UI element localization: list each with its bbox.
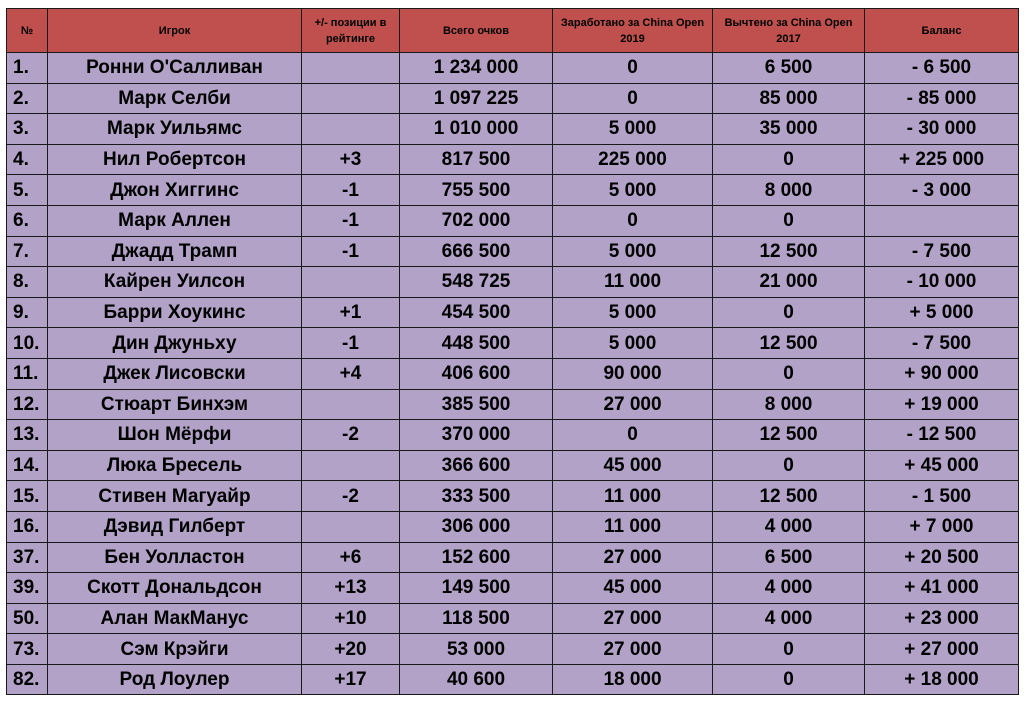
- cell-earned: 27 000: [553, 634, 713, 665]
- table-header: [7, 9, 1019, 53]
- table-row: [7, 328, 1019, 359]
- cell-total-points: 666 500: [400, 236, 553, 267]
- cell-balance: - 30 000: [865, 114, 1019, 145]
- header-total-points: Всего очков: [400, 9, 553, 53]
- cell-player: Люка Бресель: [48, 450, 302, 481]
- cell-earned: 45 000: [553, 573, 713, 604]
- cell-player: Дин Джуньху: [48, 328, 302, 359]
- cell-deducted: 12 500: [713, 481, 865, 512]
- cell-total-points: 702 000: [400, 205, 553, 236]
- cell-total-points: 385 500: [400, 389, 553, 420]
- table-row: [7, 297, 1019, 328]
- table-row: [7, 450, 1019, 481]
- cell-position-change: [302, 114, 400, 145]
- cell-earned: 5 000: [553, 175, 713, 206]
- table-row: [7, 603, 1019, 634]
- cell-total-points: 1 234 000: [400, 53, 553, 84]
- cell-earned: 225 000: [553, 144, 713, 175]
- cell-earned: 5 000: [553, 297, 713, 328]
- cell-num: 14.: [7, 450, 48, 481]
- table-row: [7, 267, 1019, 298]
- cell-total-points: 1 097 225: [400, 83, 553, 114]
- header-balance: Баланс: [865, 9, 1019, 53]
- header-earned: Заработано за China Open 2019: [553, 9, 713, 53]
- cell-balance: + 18 000: [865, 664, 1019, 695]
- cell-position-change: +6: [302, 542, 400, 573]
- cell-position-change: +10: [302, 603, 400, 634]
- cell-position-change: +17: [302, 664, 400, 695]
- cell-balance: - 1 500: [865, 481, 1019, 512]
- cell-deducted: 8 000: [713, 389, 865, 420]
- table-row: [7, 542, 1019, 573]
- header-position-change: +/- позиции в рейтинге: [302, 9, 400, 53]
- cell-deducted: 0: [713, 358, 865, 389]
- cell-player: Дэвид Гилберт: [48, 511, 302, 542]
- cell-player: Кайрен Уилсон: [48, 267, 302, 298]
- cell-position-change: +4: [302, 358, 400, 389]
- cell-earned: 0: [553, 83, 713, 114]
- table-row: [7, 481, 1019, 512]
- cell-balance: + 23 000: [865, 603, 1019, 634]
- table-row: [7, 144, 1019, 175]
- cell-num: 82.: [7, 664, 48, 695]
- table-row: [7, 573, 1019, 604]
- cell-num: 11.: [7, 358, 48, 389]
- cell-position-change: -1: [302, 205, 400, 236]
- cell-deducted: 0: [713, 634, 865, 665]
- cell-earned: 45 000: [553, 450, 713, 481]
- cell-num: 39.: [7, 573, 48, 604]
- cell-position-change: -1: [302, 175, 400, 206]
- cell-position-change: -2: [302, 481, 400, 512]
- table-row: [7, 114, 1019, 145]
- cell-earned: 5 000: [553, 328, 713, 359]
- header-deducted: Вычтено за China Open 2017: [713, 9, 865, 53]
- cell-deducted: 35 000: [713, 114, 865, 145]
- cell-num: 10.: [7, 328, 48, 359]
- cell-position-change: [302, 83, 400, 114]
- cell-player: Стюарт Бинхэм: [48, 389, 302, 420]
- cell-position-change: +20: [302, 634, 400, 665]
- cell-num: 37.: [7, 542, 48, 573]
- cell-total-points: 333 500: [400, 481, 553, 512]
- table-row: [7, 358, 1019, 389]
- cell-num: 2.: [7, 83, 48, 114]
- cell-num: 73.: [7, 634, 48, 665]
- cell-earned: 0: [553, 53, 713, 84]
- cell-player: Джек Лисовски: [48, 358, 302, 389]
- cell-player: Сэм Крэйги: [48, 634, 302, 665]
- cell-num: 1.: [7, 53, 48, 84]
- table-row: [7, 205, 1019, 236]
- cell-deducted: 6 500: [713, 53, 865, 84]
- cell-balance: + 225 000: [865, 144, 1019, 175]
- cell-player: Марк Аллен: [48, 205, 302, 236]
- cell-num: 8.: [7, 267, 48, 298]
- cell-position-change: +1: [302, 297, 400, 328]
- cell-position-change: +13: [302, 573, 400, 604]
- cell-earned: 11 000: [553, 267, 713, 298]
- cell-player: Джон Хиггинс: [48, 175, 302, 206]
- cell-num: 12.: [7, 389, 48, 420]
- cell-total-points: 1 010 000: [400, 114, 553, 145]
- table-row: [7, 634, 1019, 665]
- cell-deducted: 0: [713, 450, 865, 481]
- table-row: [7, 175, 1019, 206]
- cell-balance: - 3 000: [865, 175, 1019, 206]
- cell-earned: 18 000: [553, 664, 713, 695]
- cell-balance: + 45 000: [865, 450, 1019, 481]
- cell-num: 15.: [7, 481, 48, 512]
- cell-player: Стивен Магуайр: [48, 481, 302, 512]
- cell-num: 3.: [7, 114, 48, 145]
- cell-balance: - 10 000: [865, 267, 1019, 298]
- cell-position-change: -2: [302, 420, 400, 451]
- cell-deducted: 0: [713, 664, 865, 695]
- cell-balance: + 19 000: [865, 389, 1019, 420]
- cell-player: Шон Мёрфи: [48, 420, 302, 451]
- cell-player: Род Лоулер: [48, 664, 302, 695]
- cell-deducted: 8 000: [713, 175, 865, 206]
- header-num: №: [7, 9, 48, 53]
- cell-balance: + 20 500: [865, 542, 1019, 573]
- cell-balance: - 6 500: [865, 53, 1019, 84]
- cell-deducted: 12 500: [713, 328, 865, 359]
- cell-total-points: 406 600: [400, 358, 553, 389]
- cell-num: 6.: [7, 205, 48, 236]
- cell-deducted: 6 500: [713, 542, 865, 573]
- cell-balance: - 7 500: [865, 236, 1019, 267]
- cell-earned: 5 000: [553, 236, 713, 267]
- ranking-table: [6, 8, 1019, 695]
- cell-position-change: [302, 389, 400, 420]
- cell-total-points: 53 000: [400, 634, 553, 665]
- cell-deducted: 0: [713, 297, 865, 328]
- cell-position-change: [302, 267, 400, 298]
- header-row: [7, 9, 1019, 53]
- cell-player: Ронни О'Салливан: [48, 53, 302, 84]
- cell-total-points: 149 500: [400, 573, 553, 604]
- cell-earned: 11 000: [553, 481, 713, 512]
- cell-player: Алан МакМанус: [48, 603, 302, 634]
- cell-earned: 27 000: [553, 603, 713, 634]
- cell-deducted: 4 000: [713, 511, 865, 542]
- header-player: Игрок: [48, 9, 302, 53]
- cell-total-points: 817 500: [400, 144, 553, 175]
- cell-total-points: 306 000: [400, 511, 553, 542]
- cell-deducted: 0: [713, 144, 865, 175]
- cell-deducted: 12 500: [713, 236, 865, 267]
- cell-num: 16.: [7, 511, 48, 542]
- cell-balance: - 12 500: [865, 420, 1019, 451]
- table-row: [7, 664, 1019, 695]
- cell-total-points: 755 500: [400, 175, 553, 206]
- cell-total-points: 366 600: [400, 450, 553, 481]
- cell-num: 9.: [7, 297, 48, 328]
- table-row: [7, 83, 1019, 114]
- cell-player: Марк Селби: [48, 83, 302, 114]
- cell-balance: + 41 000: [865, 573, 1019, 604]
- cell-earned: 0: [553, 420, 713, 451]
- cell-total-points: 40 600: [400, 664, 553, 695]
- table-row: [7, 511, 1019, 542]
- table-row: [7, 420, 1019, 451]
- cell-num: 5.: [7, 175, 48, 206]
- cell-position-change: [302, 53, 400, 84]
- cell-earned: 27 000: [553, 542, 713, 573]
- cell-total-points: 118 500: [400, 603, 553, 634]
- cell-earned: 90 000: [553, 358, 713, 389]
- cell-earned: 0: [553, 205, 713, 236]
- cell-deducted: 4 000: [713, 573, 865, 604]
- cell-player: Джадд Трамп: [48, 236, 302, 267]
- table-row: [7, 236, 1019, 267]
- cell-total-points: 448 500: [400, 328, 553, 359]
- cell-num: 4.: [7, 144, 48, 175]
- cell-position-change: -1: [302, 236, 400, 267]
- cell-balance: + 7 000: [865, 511, 1019, 542]
- cell-deducted: 21 000: [713, 267, 865, 298]
- cell-player: Бен Уолластон: [48, 542, 302, 573]
- cell-player: Нил Робертсон: [48, 144, 302, 175]
- cell-balance: + 27 000: [865, 634, 1019, 665]
- cell-position-change: +3: [302, 144, 400, 175]
- cell-player: Марк Уильямс: [48, 114, 302, 145]
- cell-balance: + 90 000: [865, 358, 1019, 389]
- cell-deducted: 85 000: [713, 83, 865, 114]
- table-body: [7, 53, 1019, 695]
- cell-total-points: 548 725: [400, 267, 553, 298]
- cell-total-points: 370 000: [400, 420, 553, 451]
- cell-balance: [865, 205, 1019, 236]
- cell-player: Барри Хоукинс: [48, 297, 302, 328]
- cell-earned: 11 000: [553, 511, 713, 542]
- cell-player: Скотт Дональдсон: [48, 573, 302, 604]
- cell-num: 13.: [7, 420, 48, 451]
- cell-balance: - 7 500: [865, 328, 1019, 359]
- cell-position-change: [302, 511, 400, 542]
- table-row: [7, 53, 1019, 84]
- cell-num: 50.: [7, 603, 48, 634]
- cell-balance: + 5 000: [865, 297, 1019, 328]
- cell-total-points: 152 600: [400, 542, 553, 573]
- cell-earned: 27 000: [553, 389, 713, 420]
- cell-total-points: 454 500: [400, 297, 553, 328]
- cell-balance: - 85 000: [865, 83, 1019, 114]
- cell-position-change: [302, 450, 400, 481]
- cell-earned: 5 000: [553, 114, 713, 145]
- table-row: [7, 389, 1019, 420]
- cell-deducted: 4 000: [713, 603, 865, 634]
- cell-deducted: 12 500: [713, 420, 865, 451]
- cell-position-change: -1: [302, 328, 400, 359]
- cell-num: 7.: [7, 236, 48, 267]
- cell-deducted: 0: [713, 205, 865, 236]
